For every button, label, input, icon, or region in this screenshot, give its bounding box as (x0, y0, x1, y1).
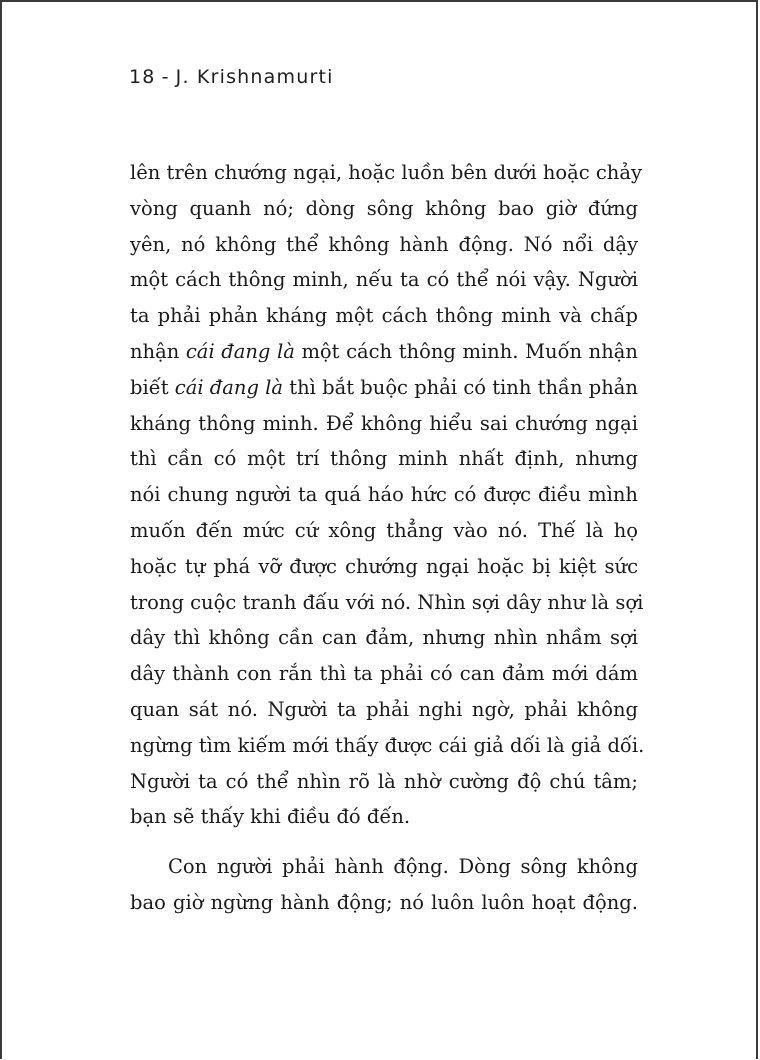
text-line: trong cuộc tranh đấu với nó. Nhìn sợi dây như là sợi (130, 590, 644, 614)
paragraph-gap (130, 835, 638, 849)
author-name: J. Krishnamurti (175, 66, 334, 88)
text-line: hoặc tự phá vỡ được chướng ngại hoặc bị kiệt sức (130, 554, 638, 578)
text-line: kháng thông minh. Để không hiểu sai chướng ngại (130, 411, 638, 435)
running-head (129, 66, 334, 88)
text-line: lên trên chướng ngại, hoặc luồn bên dưới hoặc chảy (130, 161, 642, 184)
text-line: nói chung người ta quá háo hức có được điều mình (130, 483, 638, 507)
text-line: vòng quanh nó; dòng sông không bao giờ đứng (130, 196, 638, 220)
page-number: 18 (129, 66, 156, 88)
text-segment: thì bắt buộc phải có tinh thần phản (283, 375, 638, 399)
text-line: thì cần có một trí thông minh nhất định, nhưng (130, 447, 638, 471)
text-line: một cách thông minh, nếu ta có thể nói vậy. Người (130, 268, 638, 292)
text-line: bao giờ ngừng hành động; nó luôn luôn hoạt động. (130, 890, 638, 914)
header-separator: - (161, 66, 170, 88)
text-line: ta phải phản kháng một cách thông minh và chấp (130, 304, 638, 328)
text-line: ngừng tìm kiếm mới thấy được cái giả dối là giả dối. (130, 733, 645, 757)
text-line (130, 370, 638, 406)
text-segment: nhận (130, 339, 186, 363)
text-line: dây thì không cần can đảm, nhưng nhìn nhầm sợi (130, 626, 638, 650)
text-segment: một cách thông minh. Muốn nhận (294, 339, 638, 363)
text-line: Con người phải hành động. Dòng sông không (168, 855, 638, 879)
text-line: dây thành con rắn thì ta phải có can đảm mới dám (130, 662, 638, 686)
italic-phrase: cái đang là (174, 375, 284, 399)
text-line: quan sát nó. Người ta phải nghi ngờ, phải không (130, 697, 638, 721)
text-line: yên, nó không thể không hành động. Nó nổi dậy (130, 232, 638, 256)
body-text (130, 155, 645, 921)
text-line: muốn đến mức cứ xông thẳng vào nó. Thế là họ (130, 518, 638, 542)
text-line (130, 334, 638, 370)
text-line: Người ta có thể nhìn rõ là nhờ cường độ chú tâm; (130, 769, 638, 793)
italic-phrase: cái đang là (185, 339, 295, 363)
text-line: bạn sẽ thấy khi điều đó đến. (130, 805, 411, 829)
text-segment: biết (130, 375, 175, 399)
